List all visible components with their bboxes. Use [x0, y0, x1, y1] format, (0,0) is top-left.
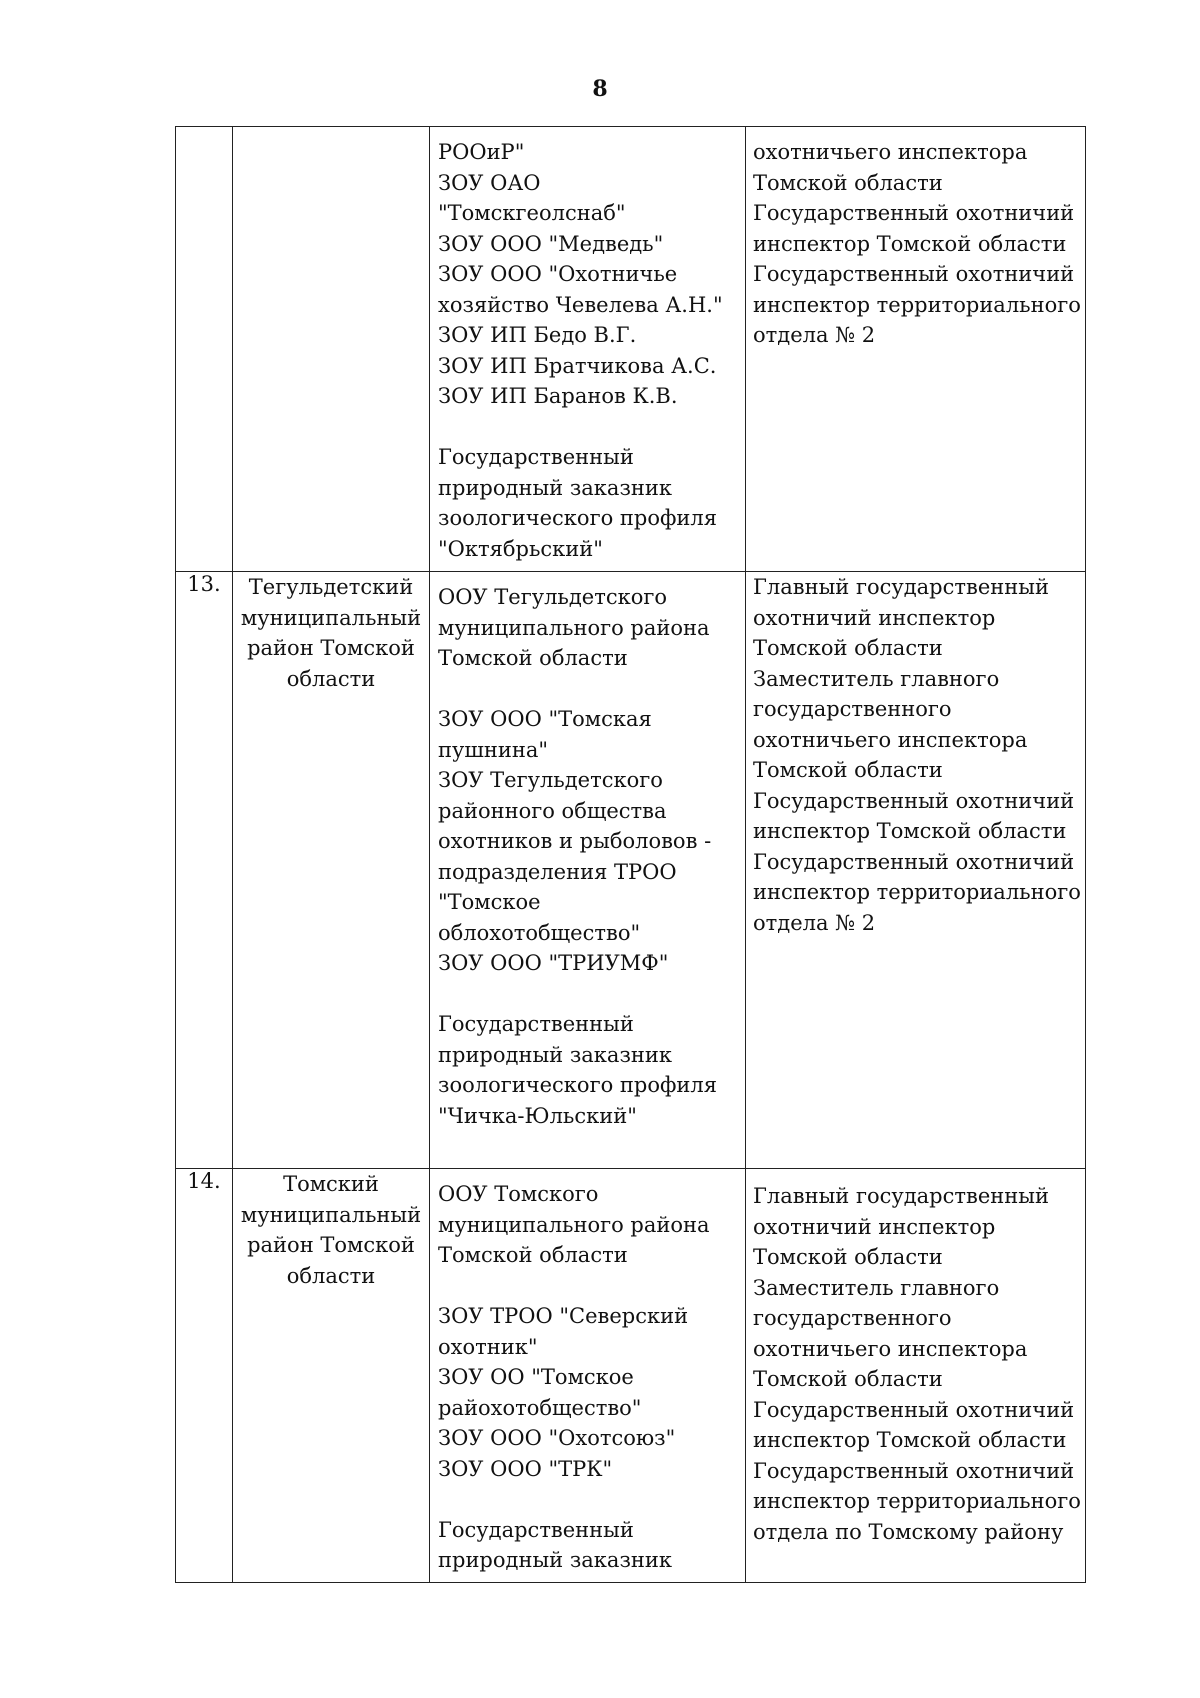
reserve-line: Государственный	[438, 445, 634, 469]
reserve-line: Государственный	[438, 1012, 634, 1036]
district-cell	[233, 572, 430, 1169]
reserve-line: "Чичка-Юльский"	[438, 1103, 637, 1128]
inspector-line: инспектор Томской области	[753, 819, 1067, 843]
reserve-line: природный заказник	[438, 1042, 673, 1067]
org-line: Томской области	[438, 646, 628, 670]
row-number-cell: 14.	[176, 1169, 233, 1583]
inspector-line: Томской области	[753, 1367, 943, 1391]
org-line: хозяйство Чевелева А.Н."	[438, 292, 723, 317]
inspector-line: инспектор Томской области	[753, 231, 1067, 256]
org-line: ЗОУ ОО "Томское	[438, 1365, 634, 1389]
inspectors-cell	[746, 127, 1086, 572]
inspector-line: государственного	[753, 697, 952, 721]
inspector-line: инспектор территориального	[753, 292, 1081, 317]
district-line: муниципальный	[240, 1202, 422, 1227]
district-cell	[233, 127, 430, 572]
org-line: РООиР"	[438, 140, 525, 164]
hunting-grounds-table	[175, 126, 1086, 1583]
table-row	[176, 127, 1086, 572]
page-number: 8	[592, 76, 608, 102]
org-line: муниципального района	[438, 615, 710, 640]
org-line: муниципального района	[438, 1212, 710, 1237]
org-line: ЗОУ ООО "Охотсоюз"	[438, 1426, 676, 1450]
org-line: ЗОУ ООО "ТРИУМФ"	[438, 951, 669, 975]
district-line: муниципальный	[240, 605, 422, 630]
table-row	[176, 572, 1086, 1169]
inspector-line: Государственный охотничий	[753, 201, 1075, 225]
org-line: облохотобщество"	[438, 920, 641, 945]
org-line: ООУ Тегульдетского	[438, 585, 668, 609]
org-line: ЗОУ ИП Баранов К.В.	[438, 384, 678, 408]
inspector-line: Государственный охотничий	[753, 788, 1075, 813]
district-line: Томский	[283, 1172, 379, 1196]
inspector-line: инспектор территориального	[753, 1489, 1081, 1513]
inspector-line: Государственный охотничий	[753, 849, 1075, 874]
reserve-line: Государственный	[438, 1517, 634, 1542]
org-line: ЗОУ ОАО	[438, 170, 541, 195]
organizations-cell	[430, 1169, 746, 1583]
row-number-cell: 13.	[176, 572, 233, 1169]
district-line: области	[286, 1263, 376, 1288]
org-line: "Томское	[438, 890, 541, 914]
org-line: охотников и рыболовов -	[438, 829, 712, 853]
inspector-line: отдела № 2	[753, 910, 876, 935]
table-row	[176, 1169, 1086, 1583]
inspector-line: отдела № 2	[753, 323, 876, 347]
org-line: районного общества	[438, 798, 667, 823]
reserve-line: природный заказник	[438, 475, 673, 500]
org-line: ЗОУ ТРОО "Северский	[438, 1304, 689, 1328]
org-line: райохотобщество"	[438, 1395, 642, 1420]
inspector-line: Государственный охотничий	[753, 262, 1075, 286]
org-line: подразделения ТРОО	[438, 859, 677, 884]
reserve-line: "Октябрьский"	[438, 536, 603, 561]
inspector-line: инспектор территориального	[753, 880, 1081, 904]
inspector-line: Томской области	[753, 758, 943, 782]
district-line: район Томской	[247, 1233, 415, 1257]
organizations-cell	[430, 572, 746, 1169]
inspector-line: Государственный охотничий	[753, 1458, 1075, 1483]
reserve-line: зоологического профиля	[438, 1073, 717, 1097]
inspector-line: Томской области	[753, 636, 943, 660]
reserve-line: природный заказник	[438, 1548, 673, 1572]
org-line: ЗОУ ООО "Медведь"	[438, 231, 664, 256]
org-line: ЗОУ ООО "ТРК"	[438, 1456, 613, 1481]
inspector-line: Томской области	[753, 1245, 943, 1269]
reserve-line: зоологического профиля	[438, 506, 717, 530]
org-line: ООУ Томского	[438, 1182, 599, 1206]
org-line: охотник"	[438, 1334, 538, 1359]
inspector-line: охотничий инспектор	[753, 1214, 996, 1239]
inspectors-cell	[746, 572, 1086, 1169]
org-line: ЗОУ Тегульдетского	[438, 768, 663, 792]
inspector-line: Томской области	[753, 170, 943, 195]
org-line: ЗОУ ООО "Томская	[438, 707, 652, 731]
inspector-line: охотничьего инспектора	[753, 727, 1028, 752]
inspector-line: охотничьего инспектора	[753, 140, 1028, 164]
district-line: район Томской	[247, 636, 415, 660]
inspector-line: Главный государственный	[753, 1184, 1049, 1208]
inspector-line: инспектор Томской области	[753, 1428, 1067, 1452]
organizations-cell	[430, 127, 746, 572]
district-line: области	[286, 666, 376, 691]
district-cell	[233, 1169, 430, 1583]
org-line: ЗОУ ООО "Охотничье	[438, 262, 678, 286]
inspector-line: отдела по Томскому району	[753, 1519, 1064, 1544]
row-number-cell	[176, 127, 233, 572]
inspector-line: охотничий инспектор	[753, 605, 996, 630]
inspectors-cell	[746, 1169, 1086, 1583]
org-line: ЗОУ ИП Бедо В.Г.	[438, 323, 637, 347]
inspector-line: Заместитель главного	[753, 666, 1000, 691]
inspector-line: охотничьего инспектора	[753, 1336, 1028, 1361]
inspector-line: Государственный охотничий	[753, 1397, 1075, 1422]
inspector-line: Главный государственный	[753, 575, 1049, 599]
org-line: ЗОУ ИП Братчикова А.С.	[438, 353, 717, 378]
inspector-line: Заместитель главного	[753, 1275, 1000, 1300]
org-line: Томской области	[438, 1243, 628, 1267]
district-line: Тегульдетский	[248, 575, 414, 599]
inspector-line: государственного	[753, 1306, 952, 1330]
org-line: пушнина"	[438, 737, 549, 762]
org-line: "Томскгеолснаб"	[438, 201, 626, 225]
